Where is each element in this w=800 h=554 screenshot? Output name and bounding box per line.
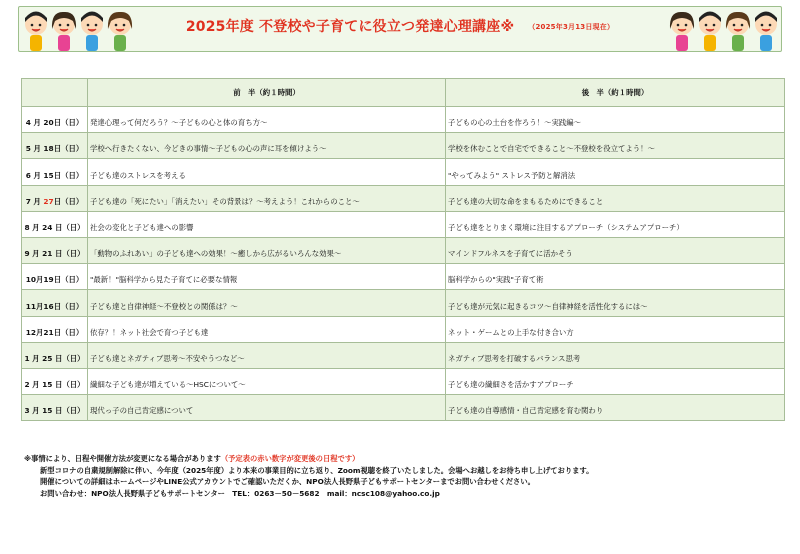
session-date — [22, 185, 88, 211]
second-half-topic: 子ども達の大切な命をまもるためにできること — [446, 185, 785, 211]
table-header-row — [22, 79, 785, 107]
table-row — [22, 237, 785, 263]
date-column-header — [22, 79, 88, 107]
first-half-topic: 発達心理って何だろう？～子どもの心と体の育ち方～ — [88, 107, 446, 133]
first-half-topic: 子ども達と自律神経～不登校との関係は？～ — [88, 290, 446, 316]
session-date: 4 月 20日（日） — [22, 107, 88, 133]
schedule-table — [21, 78, 785, 421]
table-row — [22, 211, 785, 237]
first-half-header: 前 半（約１時間） — [88, 79, 446, 107]
child-illustration — [695, 9, 725, 53]
session-date: 2 月 15 日（日） — [22, 368, 88, 394]
first-half-topic: 学校へ行きたくない、今どきの事情～子どもの心の声に耳を傾けよう～ — [88, 133, 446, 159]
first-half-topic: 依存？！ネット社会で育つ子ども達 — [88, 316, 446, 342]
as-of-date: （2025年3月13日現在） — [528, 23, 615, 31]
second-half-topic: 子ども達が元気に起きるコツ～自律神経を活性化するには～ — [446, 290, 785, 316]
session-date: 8 月 24 日（日） — [22, 211, 88, 237]
table-row — [22, 368, 785, 394]
session-date: 9 月 21 日（日） — [22, 237, 88, 263]
first-half-topic: 繊細な子ども達が増えている～HSCについて～ — [88, 368, 446, 394]
second-half-topic: ネット・ゲームとの上手な付き合い方 — [446, 316, 785, 342]
table-row — [22, 107, 785, 133]
table-row — [22, 395, 785, 421]
table-row — [22, 290, 785, 316]
second-half-topic: マインドフルネスを子育てに活かそう — [446, 237, 785, 263]
details-note: 開催についての詳細はホームページやLINE公式アカウントでご確認いただくか、NPO法人長野県子どもサポートセンターまでお問い合わせください。 — [40, 477, 535, 487]
first-half-topic: 現代っ子の自己肯定感について — [88, 395, 446, 421]
session-date: 11月16日（日） — [22, 290, 88, 316]
note-red-text: （予定表の赤い数字が変更後の日程です） — [220, 454, 360, 463]
table-row — [22, 342, 785, 368]
contact-note: お問い合わせ：NPO法人長野県子どもサポートセンター TEL：0263－50－5682 mail：ncsc108@yahoo.co.jp — [40, 488, 440, 498]
child-illustration — [751, 9, 781, 53]
second-half-topic: 脳科学からの"実践"子育て術 — [446, 264, 785, 290]
table-row — [22, 316, 785, 342]
footer-notes — [24, 453, 593, 499]
first-half-topic: "最新！"脳科学から見た子育てに必要な情報 — [88, 264, 446, 290]
second-half-topic: 子どもの心の土台を作ろう！～実践編～ — [446, 107, 785, 133]
kids-illustration-right — [667, 9, 779, 53]
session-date: 10月19日（日） — [22, 264, 88, 290]
date-suffix: 日（日） — [53, 196, 84, 206]
header-banner — [18, 6, 782, 52]
table-row — [22, 264, 785, 290]
changed-date-number: 27 — [43, 196, 54, 206]
date-month: 7 月 — [25, 196, 44, 206]
second-half-topic: 子ども達の自尊感情・自己肯定感を育む関わり — [446, 395, 785, 421]
second-half-header: 後 半（約１時間） — [446, 79, 785, 107]
session-date: 5 月 18日（日） — [22, 133, 88, 159]
note-text: ※事情により、日程や開催方法が変更になる場合があります — [24, 454, 221, 463]
second-half-topic: "やってみよう" ストレス予防と解消法 — [446, 159, 785, 185]
first-half-topic: 「動物のふれあい」の子ども達への効果！～癒しから広がるいろんな効果～ — [88, 237, 446, 263]
second-half-topic: 子ども達をとりまく環境に注目するアプローチ（システムアプローチ） — [446, 211, 785, 237]
first-half-topic: 子ども達のストレスを考える — [88, 159, 446, 185]
first-half-topic: 社会の変化と子ども達への影響 — [88, 211, 446, 237]
schedule-change-note — [24, 453, 593, 465]
table-row — [22, 185, 785, 211]
first-half-topic: 子ども達の「死にたい」「消えたい」その背景は？～考えよう！これからのこと～ — [88, 185, 446, 211]
zoom-end-note: 新型コロナの自粛規制解除に伴い、今年度（2025年度）より本来の事業目的に立ち返り、Zoom視聴を終了いたしました。会場へお越しをお待ち申し上げております。 — [40, 465, 594, 475]
title-text: 2025年度 不登校や子育てに役立つ発達心理講座※ — [185, 19, 515, 35]
second-half-topic: 子ども達の繊細さを活かすアプローチ — [446, 368, 785, 394]
child-illustration — [723, 9, 753, 53]
session-date: 6 月 15日（日） — [22, 159, 88, 185]
child-illustration — [667, 9, 697, 53]
session-date: 3 月 15 日（日） — [22, 395, 88, 421]
session-date: 1 月 25 日（日） — [22, 342, 88, 368]
second-half-topic: 学校を休むことで自宅でできること～不登校を役立てよう！～ — [446, 133, 785, 159]
session-date: 12月21日（日） — [22, 316, 88, 342]
table-row — [22, 133, 785, 159]
table-row — [22, 159, 785, 185]
first-half-topic: 子ども達とネガティブ思考～不安やうつなど～ — [88, 342, 446, 368]
second-half-topic: ネガティブ思考を打破するバランス思考 — [446, 342, 785, 368]
